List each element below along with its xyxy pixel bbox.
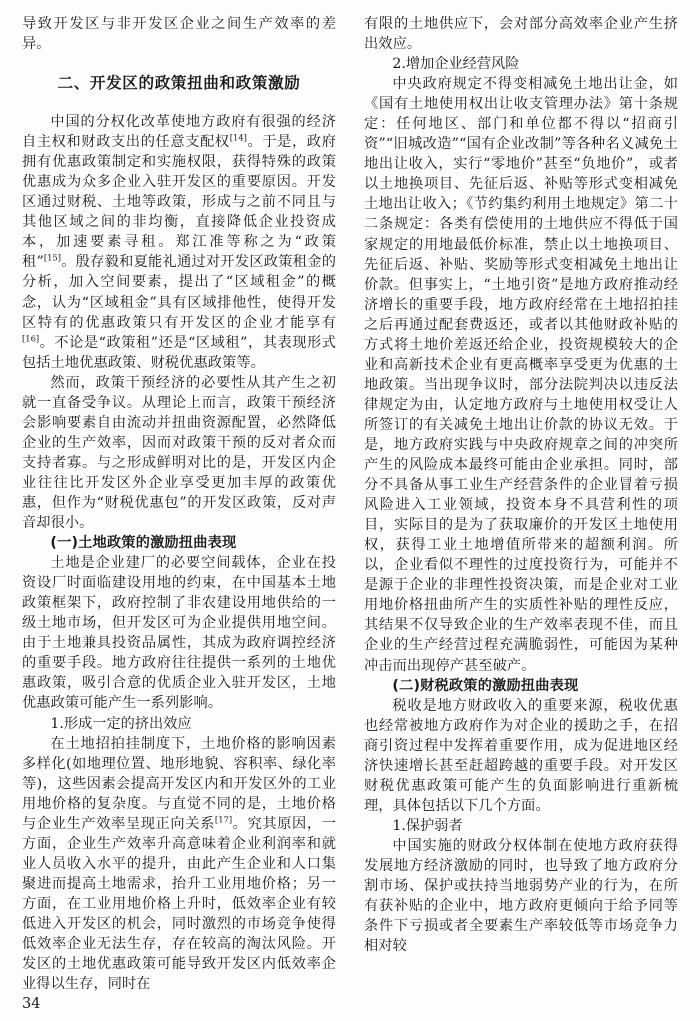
paragraph-crowding-out — [22, 734, 336, 995]
right-continued-paragraph: 有限的土地供应下，会对部分高效率企业产生挤出效应。 — [364, 16, 678, 53]
reference-marker-15: [15] — [43, 252, 62, 263]
page-section-heading: 二、开发区的政策扭曲和政策激励 — [57, 74, 301, 93]
paragraph-fiscal-policy: 税收是地方财政收入的重要来源，税收优惠也经常被地方政府作为对企业的援助之手，在招商引资过程中发挥着重要作用，成为促进地区经济快速增长甚至赶超跨越的重要手段。对开发区财税优惠政策可能产生的负面影响进行重新梳理，具体包括以下几个方面。 — [364, 697, 678, 814]
subsection-heading-two: (二)财税政策的激励扭曲表现 — [392, 677, 579, 694]
paragraph-intervention: 然而，政策干预经济的必要性从其产生之初就一直备受争议。从理论上而言，政策干预经济会影响要素自由流动并扭曲资源配置，必然降低企业的生产效率，因而对政策干预的反对者众而支持者寡。与之形成鲜明对比的是，开发区内企业往往比开发区外企业享受更加丰厚的政策优惠，但作为“财税优惠包”的开发区政策，反对声音却很小。 — [22, 374, 336, 532]
left-column — [22, 14, 336, 993]
para-text-segment-1: 中国的分权化改革使地方政府有很强的经济自主权和财政支出的任意支配权 — [22, 114, 336, 151]
item-heading-business-risk: 2.增加企业经营风险 — [392, 56, 520, 73]
para-text-segment-4: 。不论是“政策租”还是“区域租”，其表现形式包括土地优惠政策、财税优惠政策等。 — [22, 334, 336, 371]
page-number: 34 — [22, 996, 41, 1012]
left-continued-paragraph: 导致开发区与非开发区企业之间生产效率的差异。 — [22, 16, 336, 53]
two-column-body — [22, 14, 678, 993]
right-column — [364, 14, 678, 974]
item-heading-crowding-out: 1.形成一定的挤出效应 — [50, 715, 192, 732]
reference-marker-16: [16] — [22, 332, 40, 343]
paragraph-business-risk: 中央政府规定不得变相减免土地出让金，如《国有土地使用权出让收支管理办法》第十条规定：任何地区、部门和单位都不得以“招商引资”“旧城改造”“国有企业改制”等各种名义减免土地出让收入，实行“零地价”甚至“负地价”，或者以土地换项目、先征后返、补贴等形式变相减免土地出让收入；《节约集约利用土地规定》第二十二条规定：各类有偿使用的土地供应不得低于国家规定的用地最低价标准，禁止以土地换项目、先征后返、补贴、奖励等形式变相减免土地出让价款。但事实上，“土地引资”是地方政府推动经济增长的重要手段，地方政府经常在土地招拍挂之后再通过配套费返还，或者以其他财政补贴的方式将土地价差返还给企业，投资规模较大的企业和高新技术企业有更高概率享受更为优惠的土地政策。当出现争议时，部分法院判决以违反法律规定为由，认定地方政府与土地使用权受让人所签订的有关减免土地出让价款的协议无效。于是，地方政府实践与中央政府规章之间的冲突所产生的风险成本最终可能由企业承担。同时，部分不具备从事工业生产经营条件的企业冒着亏损风险进入工业领域，投资本身不具营利性的项目，实际目的是为了获取廉价的开发区土地使用权，获得工业土地增值所带来的超额利润。所以，企业看似不理性的过度投资行为，可能并不是源于企业的非理性投资决策，而是企业对工业用地价格扭曲所产生的实质性补贴的理性反应，其结果不仅导致企业的生产效率表现不佳，而且企业的生产经营过程充满脆弱性，可能因为某种冲击而出现停产甚至破产。 — [364, 76, 678, 674]
paragraph-land-policy: 土地是企业建厂的必要空间载体，企业在投资设厂时面临建设用地的约束，在中国基本土地政策框架下，政府控制了非农建设用地供给的一级土地市场，但开发区可为企业提供用地空间。由于土地兼具投资品属性，其成为政府调控经济的重要手段。地方政府往往提供一系列的土地优惠政策，吸引合意的优质企业入驻开发区，土地优惠政策可能产生一系列影响。 — [22, 555, 336, 712]
item-heading-protect-weak: 1.保护弱者 — [392, 817, 463, 834]
paragraph-decentralization — [22, 112, 336, 373]
subsection-heading-one: (一)土地政策的激励扭曲表现 — [50, 535, 237, 552]
paragraph-protect-weak: 中国实施的财政分权体制在使地方政府获得发展地方经济激励的同时，也导致了地方政府分割市场、保护或扶持当地弱势产业的行为，在所有获补贴的企业中，地方政府更倾向于给予同等条件下亏损或者全要素生产率较低等市场竞争力相对较 — [364, 837, 678, 955]
reference-marker-14: [14] — [229, 132, 247, 143]
para-text-segment-3: 。殷存毅和夏能礼通过对开发区政策租金的分析，加入空间要素，提出了“区域租金”的概念，认为“区域租金”具有区域排他性，使得开发区特有的优惠政策只有开发区的企业才能享有 — [22, 254, 336, 331]
reference-marker-17: [17] — [214, 814, 233, 824]
item1-text-segment-1: 在土地招拍挂制度下，土地价格的影响因素多样化(如地理位置、地形地貌、容积率、绿化率等)，这些因素会提高开发区内和开发区外的工业用地价格的复杂度。与直觉不同的是，土地价格与企业生产效率呈现正向关系 — [22, 735, 336, 832]
para-text-segment-2: 。于是，政府拥有优惠政策制定和实施权限，获得特殊的政策优惠成为众多企业入驻开发区的重要原因。开发区通过财税、土地等政策，形成与之前不同且与其他区域之间的非均衡，直接降低企业投资成本，加速要素寻租。郑江准等称之为“政策租” — [22, 134, 336, 271]
item1-text-segment-2: 。究其原因，一方面，企业生产效率升高意味着企业利润率和就业人员收入水平的提升，由此产生企业和人口集聚进而提高土地需求，抬升工业用地价格；另一方面，在工业用地价格上升时，低效率企业有较低进入开发区的机会，同时激烈的市场竞争使得低效率企业无法生存，存在较高的淘汰风险。开发区的土地优惠政策可能导致开发区内低效率企业得以生存，同时在 — [22, 815, 336, 993]
